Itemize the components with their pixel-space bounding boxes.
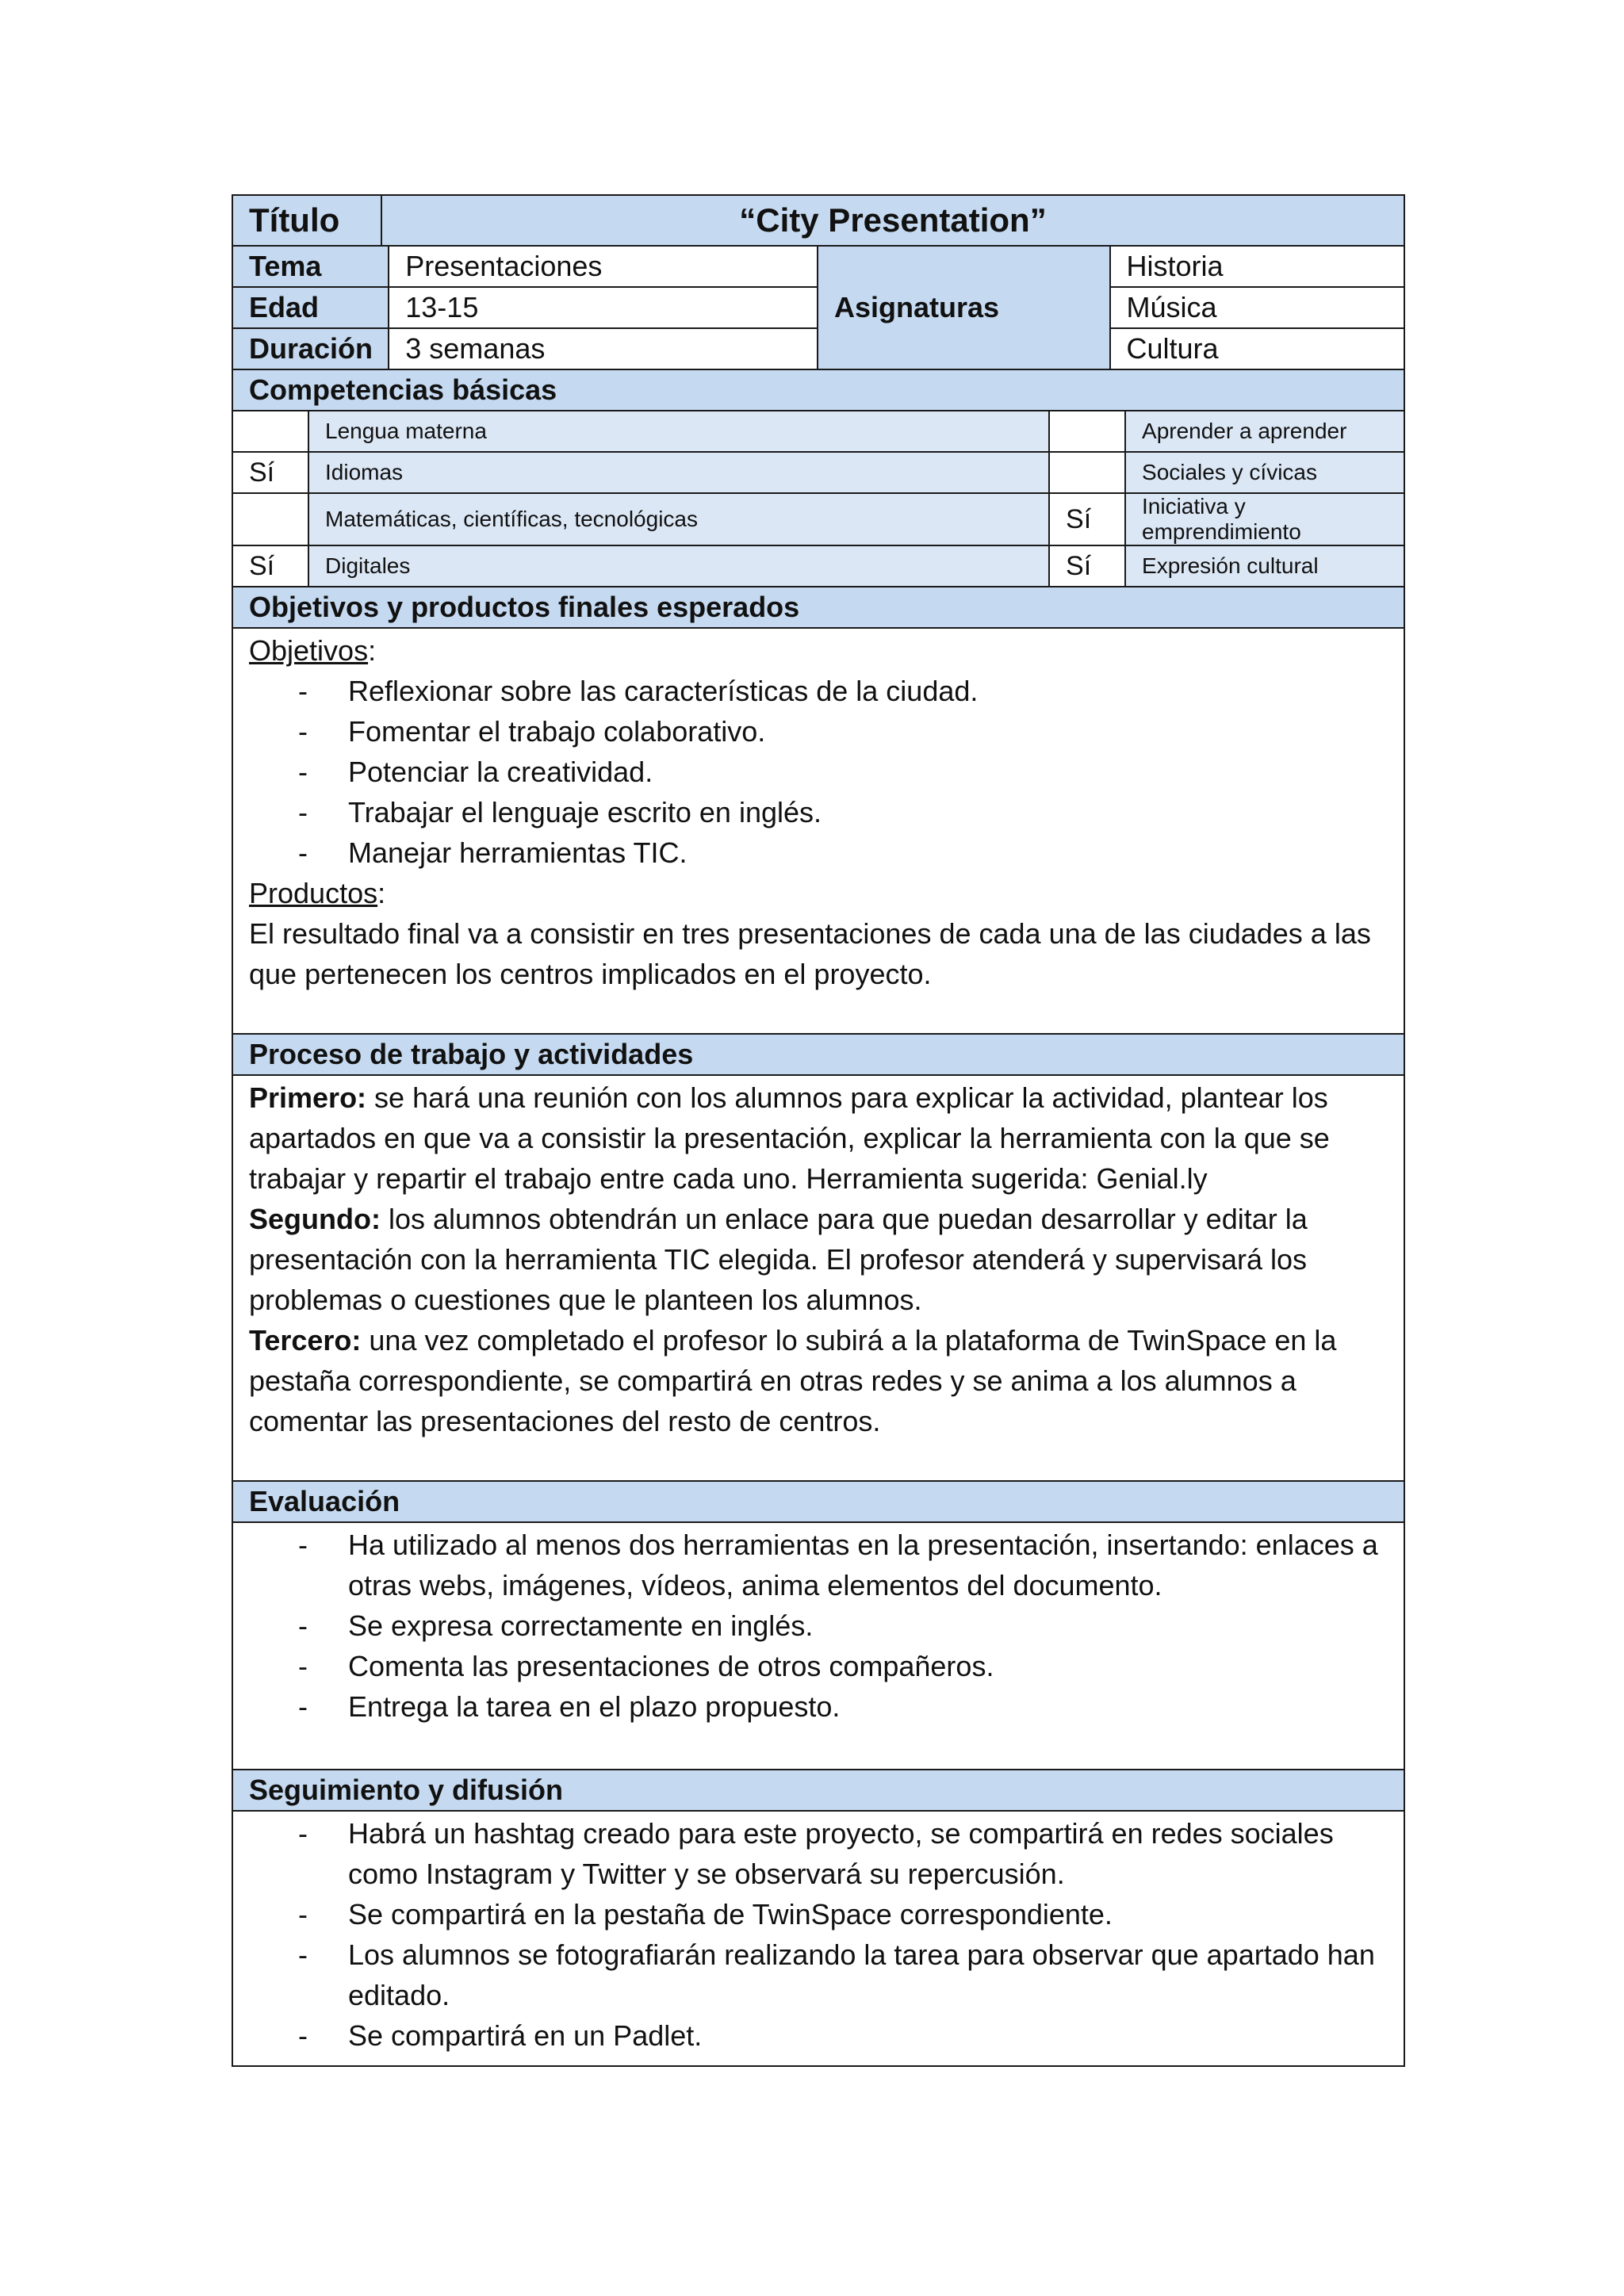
seguimiento-body	[232, 1811, 1404, 2066]
competencia-item: Idiomas	[308, 452, 1049, 493]
list-item: - Fomentar el trabajo colaborativo.	[249, 711, 1388, 752]
tema-label: Tema	[233, 247, 389, 287]
competencia-item: Matemáticas, científicas, tecnológicas	[308, 493, 1049, 545]
list-item: - Habrá un hashtag creado para este proyecto, se compartirá en redes sociales como Instagram y Twitter y se observará su repercusión.	[249, 1813, 1388, 1894]
proceso-step: Tercero: una vez completado el profesor lo subirá a la plataforma de TwinSpace en la pestaña correspondiente, se compartirá en otras redes y se anima a los alumnos a comentar las presentaciones del resto de centros.	[249, 1324, 1337, 1437]
competencia-mark	[1049, 411, 1125, 452]
seguimiento-list	[249, 1813, 1388, 2056]
list-item: - Los alumnos se fotografiarán realizando la tarea para observar que apartado han editado.	[249, 1934, 1388, 2015]
titulo-label: Título	[232, 195, 381, 246]
competencia-mark	[232, 493, 308, 545]
duracion-label: Duración	[233, 328, 389, 369]
lesson-plan-document	[232, 194, 1404, 2067]
lesson-plan-table	[232, 194, 1405, 2067]
productos-text: El resultado final va a consistir en tres presentaciones de cada una de las ciudades a las que pertenecen los centros implicados en el proyecto.	[249, 917, 1371, 990]
competencia-item: Sociales y cívicas	[1125, 452, 1404, 493]
list-item: - Se expresa correctamente en inglés.	[249, 1605, 1388, 1646]
competencia-item: Lengua materna	[308, 411, 1049, 452]
proceso-step: Primero: se hará una reunión con los alumnos para explicar la actividad, plantear los apartados en que va a consistir la presentación, explicar la herramienta con la que se trabajar y repartir el trabajo entre cada uno. Herramienta sugerida: Genial.ly	[249, 1081, 1330, 1195]
objetivos-body: Objetivos: - Reflexionar sobre las características de la ciudad. - Fomentar el trabajo colaborativo. - Potenciar la creatividad. - Trabajar el lenguaje escrito en inglés. - Manejar herramientas TIC. Productos: El resultado final va a consistir en tres presentaciones de cada una de las ciudades a las que pertenecen los centros implicados en el proyecto.	[232, 628, 1404, 1034]
asignatura-item: Música	[1110, 287, 1404, 328]
competencia-mark	[1049, 452, 1125, 493]
proceso-body	[232, 1075, 1404, 1481]
list-item: - Potenciar la creatividad.	[249, 752, 1388, 792]
competencia-mark: Sí	[1049, 545, 1125, 587]
competencia-item: Digitales	[308, 545, 1049, 587]
competencia-item: Expresión cultural	[1125, 545, 1404, 587]
list-item: - Se compartirá en un Padlet.	[249, 2015, 1388, 2056]
competencias-heading: Competencias básicas	[232, 369, 1404, 411]
objetivos-list	[249, 671, 1388, 873]
list-item: - Trabajar el lenguaje escrito en inglés.	[249, 792, 1388, 832]
evaluacion-heading: Evaluación	[232, 1481, 1404, 1522]
objetivos-label: Objetivos	[249, 634, 369, 667]
list-item: - Ha utilizado al menos dos herramientas en la presentación, insertando: enlaces a otras webs, imágenes, vídeos, anima elementos del documento.	[249, 1525, 1388, 1605]
competencia-item: Aprender a aprender	[1125, 411, 1404, 452]
asignatura-item: Cultura	[1110, 328, 1404, 369]
objetivos-heading: Objetivos y productos finales esperados	[232, 587, 1404, 628]
titulo-value: “City Presentation”	[381, 195, 1404, 246]
asignatura-item: Historia	[1110, 247, 1404, 287]
info-table	[233, 247, 1404, 369]
list-item: - Comenta las presentaciones de otros compañeros.	[249, 1646, 1388, 1686]
seguimiento-heading: Seguimiento y difusión	[232, 1770, 1404, 1811]
competencia-mark: Sí	[232, 452, 308, 493]
tema-value: Presentaciones	[389, 247, 818, 287]
productos-label: Productos	[249, 877, 378, 909]
competencia-mark: Sí	[232, 545, 308, 587]
proceso-heading: Proceso de trabajo y actividades	[232, 1034, 1404, 1075]
list-item: - Se compartirá en la pestaña de TwinSpace correspondiente.	[249, 1894, 1388, 1934]
list-item: - Manejar herramientas TIC.	[249, 832, 1388, 873]
list-item: - Entrega la tarea en el plazo propuesto.	[249, 1686, 1388, 1727]
evaluacion-body	[232, 1522, 1404, 1770]
duracion-value: 3 semanas	[389, 328, 818, 369]
evaluacion-list	[249, 1525, 1388, 1727]
edad-label: Edad	[233, 287, 389, 328]
list-item: - Reflexionar sobre las características de la ciudad.	[249, 671, 1388, 711]
proceso-step: Segundo: los alumnos obtendrán un enlace para que puedan desarrollar y editar la presentación con la herramienta TIC elegida. El profesor atenderá y supervisará los problemas o cuestiones que le planteen los alumnos.	[249, 1203, 1308, 1316]
competencia-mark: Sí	[1049, 493, 1125, 545]
competencia-mark	[232, 411, 308, 452]
asignaturas-label: Asignaturas	[818, 247, 1110, 369]
edad-value: 13-15	[389, 287, 818, 328]
competencia-item: Iniciativa y emprendimiento	[1125, 493, 1404, 545]
